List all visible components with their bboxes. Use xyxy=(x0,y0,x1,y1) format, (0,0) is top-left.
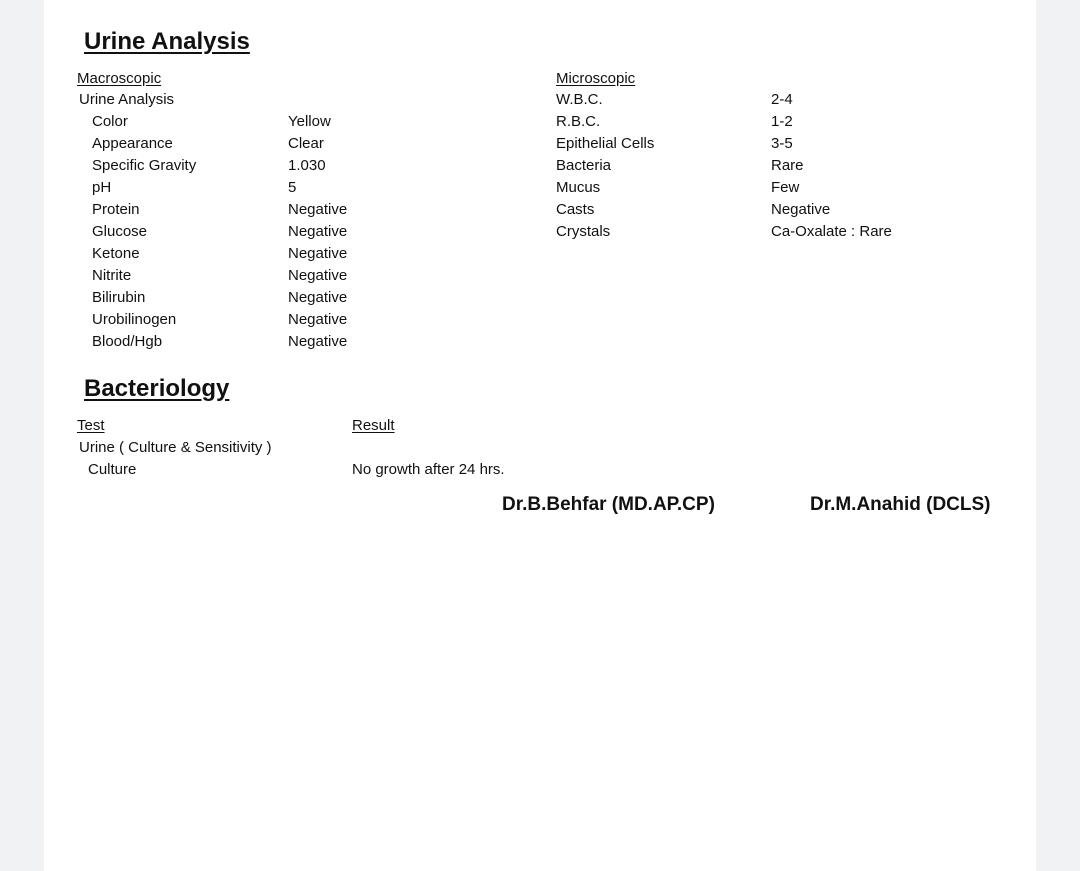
micro-label-rbc: R.B.C. xyxy=(556,113,601,130)
macro-value-ketone: Negative xyxy=(288,245,348,262)
macro-value-color: Yellow xyxy=(288,113,331,130)
micro-label-mucus: Mucus xyxy=(556,179,601,196)
micro-label-wbc: W.B.C. xyxy=(556,91,603,108)
macro-label-protein: Protein xyxy=(92,201,140,218)
signature-left: Dr.B.Behfar (MD.AP.CP) xyxy=(502,494,715,515)
macro-label-ketone: Ketone xyxy=(92,245,140,262)
macro-label-glucose: Glucose xyxy=(92,223,148,240)
macro-label-appearance: Appearance xyxy=(92,135,173,152)
macro-value-ph: 5 xyxy=(288,179,297,196)
bact-label-culture: Culture xyxy=(88,461,137,478)
bact-value-culture: No growth after 24 hrs. xyxy=(352,461,505,478)
macro-label-nitrite: Nitrite xyxy=(92,267,132,284)
macro-label-ph: pH xyxy=(92,179,112,196)
urine-analysis-title: Urine Analysis xyxy=(84,28,250,55)
macro-value-bilirubin: Negative xyxy=(288,289,348,306)
microscopic-header: Microscopic xyxy=(556,70,636,87)
macro-value-appearance: Clear xyxy=(288,135,324,152)
macro-value-protein: Negative xyxy=(288,201,348,218)
micro-value-crystals: Ca-Oxalate : Rare xyxy=(771,223,892,240)
micro-value-epithelial-cells: 3-5 xyxy=(771,135,793,152)
micro-label-casts: Casts xyxy=(556,201,595,218)
macro-value-blood-hgb: Negative xyxy=(288,333,348,350)
micro-label-epithelial-cells: Epithelial Cells xyxy=(556,135,655,152)
micro-value-mucus: Few xyxy=(771,179,800,196)
bact-result-header: Result xyxy=(352,417,395,434)
micro-value-bacteria: Rare xyxy=(771,157,804,174)
macro-label-bilirubin: Bilirubin xyxy=(92,289,146,306)
macro-value-nitrite: Negative xyxy=(288,267,348,284)
macro-value-urobilinogen: Negative xyxy=(288,311,348,328)
bact-test-header: Test xyxy=(77,417,105,434)
macroscopic-header: Macroscopic xyxy=(77,70,162,87)
micro-value-rbc: 1-2 xyxy=(771,113,793,130)
macro-label-blood-hgb: Blood/Hgb xyxy=(92,333,163,350)
bacteriology-title: Bacteriology xyxy=(84,375,230,402)
macro-label-urobilinogen: Urobilinogen xyxy=(92,311,177,328)
micro-label-bacteria: Bacteria xyxy=(556,157,612,174)
bact-group-label: Urine ( Culture & Sensitivity ) xyxy=(79,439,272,456)
macro-value-glucose: Negative xyxy=(288,223,348,240)
micro-label-crystals: Crystals xyxy=(556,223,611,240)
macro-label-color: Color xyxy=(92,113,128,130)
micro-value-casts: Negative xyxy=(771,201,831,218)
micro-value-wbc: 2-4 xyxy=(771,91,793,108)
signature-right: Dr.M.Anahid (DCLS) xyxy=(810,494,991,515)
macro-label-specific-gravity: Specific Gravity xyxy=(92,157,197,174)
macroscopic-group-label: Urine Analysis xyxy=(79,91,175,108)
macro-value-specific-gravity: 1.030 xyxy=(288,157,326,174)
report-page xyxy=(44,0,1036,871)
